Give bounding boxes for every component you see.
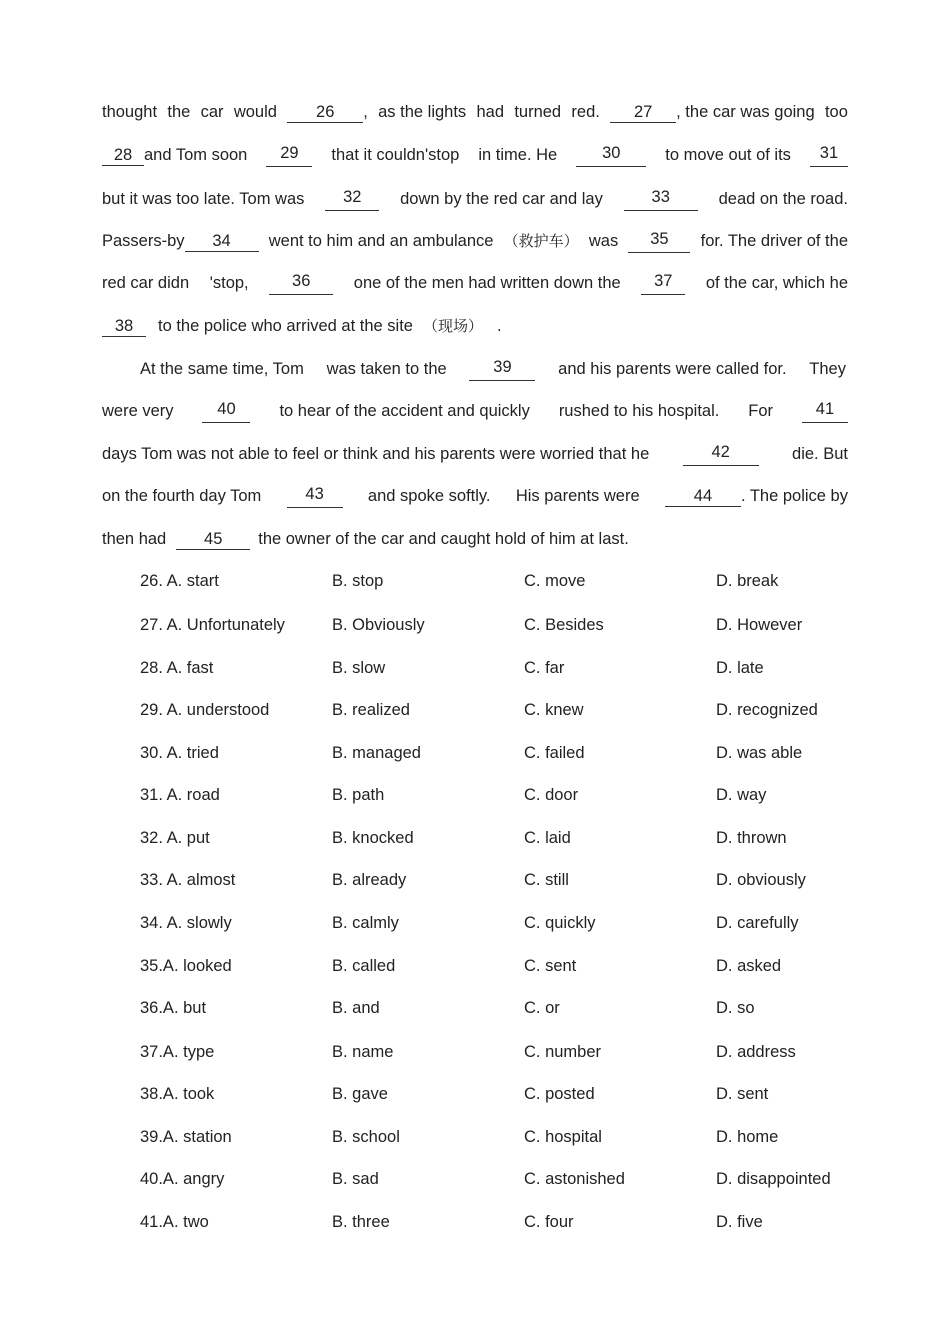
text: His parents were [515, 487, 640, 505]
text: were very [102, 402, 174, 420]
text: that it couldn [331, 146, 425, 164]
text: was taken to the [326, 360, 447, 378]
option-c: C. move [524, 572, 586, 590]
option-c: C. still [524, 871, 569, 889]
option-row-35 [140, 954, 860, 978]
text: but it was too late. Tom was [102, 190, 305, 208]
option-b: B. already [332, 871, 407, 889]
option-c: C. sent [524, 957, 577, 975]
blank-43: 43 [287, 484, 343, 508]
option-d: D. break [716, 572, 779, 590]
option-c: C. laid [524, 829, 571, 847]
option-b: B. calmly [332, 914, 399, 932]
option-row-31 [140, 783, 860, 807]
blank-42: 42 [683, 442, 759, 466]
option-c: C. quickly [524, 914, 596, 932]
text: and Tom soon [144, 146, 248, 164]
text: the [167, 103, 191, 121]
passage-line-11 [102, 527, 848, 551]
option-a: 31. A. road [140, 786, 220, 804]
option-b: B. name [332, 1043, 394, 1061]
text: to hear of the accident and quickly [279, 402, 530, 420]
option-d: D. address [716, 1043, 796, 1061]
option-row-27 [140, 613, 860, 637]
passage-line-1 [102, 100, 848, 124]
text: was [588, 232, 619, 250]
option-row-32 [140, 826, 860, 850]
blank-30: 30 [576, 143, 646, 167]
passage-line-6 [102, 314, 848, 338]
option-c: C. door [524, 786, 579, 804]
option-row-37 [140, 1040, 860, 1064]
text: , [363, 103, 368, 121]
option-row-30 [140, 741, 860, 765]
option-d: D. late [716, 659, 764, 677]
option-a: 32. A. put [140, 829, 210, 847]
text: as the lights [378, 103, 467, 121]
option-b: B. realized [332, 701, 410, 719]
text: in time. He [478, 146, 558, 164]
option-a: 40.A. angry [140, 1170, 225, 1188]
blank-34: 34 [185, 231, 259, 252]
text: and spoke softly. [367, 487, 491, 505]
option-b: B. stop [332, 572, 384, 590]
blank-45: 45 [176, 529, 250, 550]
option-c: C. far [524, 659, 565, 677]
text: one of the men had written down the [353, 274, 621, 292]
blank-40: 40 [202, 399, 250, 423]
text: to the police who arrived at the site [158, 317, 413, 335]
option-a: 30. A. tried [140, 744, 219, 762]
text: ' [209, 274, 213, 292]
option-c: C. knew [524, 701, 584, 719]
option-c: C. number [524, 1043, 602, 1061]
text: red car didn [102, 274, 190, 292]
option-b: B. school [332, 1128, 400, 1146]
text: stop [428, 146, 460, 164]
option-c: C. hospital [524, 1128, 602, 1146]
text: car [200, 103, 224, 121]
option-row-26 [140, 569, 860, 593]
blank-29: 29 [266, 143, 312, 167]
blank-41: 41 [802, 399, 848, 423]
text: At the same time, Tom [140, 360, 304, 378]
option-d: D. way [716, 786, 767, 804]
text: for. The driver of the [700, 232, 848, 250]
option-a: 39.A. station [140, 1128, 232, 1146]
text: red. [571, 103, 600, 121]
option-row-38 [140, 1082, 860, 1106]
option-d: D. sent [716, 1085, 769, 1103]
text: . [497, 317, 502, 335]
text: Passers-by [102, 232, 185, 250]
option-b: B. called [332, 957, 396, 975]
passage-line-2 [102, 143, 848, 167]
passage-line-9 [102, 442, 848, 466]
option-a: 27. A. Unfortunately [140, 616, 285, 634]
option-a: 36.A. but [140, 999, 207, 1017]
passage-line-7 [140, 357, 846, 381]
option-b: B. three [332, 1213, 390, 1231]
option-d: D. five [716, 1213, 763, 1231]
text: days Tom was not able to feel or think and his parents were worried that he [102, 445, 650, 463]
option-a: 29. A. understood [140, 701, 270, 719]
text: would [233, 103, 277, 121]
option-b: B. sad [332, 1170, 379, 1188]
option-c: C. failed [524, 744, 585, 762]
passage-line-10 [102, 484, 848, 508]
option-a: 35.A. looked [140, 957, 232, 975]
text: thought [102, 103, 158, 121]
option-a: 33. A. almost [140, 871, 236, 889]
blank-31: 31 [810, 143, 848, 167]
option-a: 37.A. type [140, 1043, 215, 1061]
text: turned [514, 103, 562, 121]
option-d: D. carefully [716, 914, 799, 932]
option-b: B. gave [332, 1085, 388, 1103]
option-b: B. slow [332, 659, 386, 677]
text: die. But [792, 445, 848, 463]
blank-32: 32 [325, 187, 379, 211]
option-b: B. Obviously [332, 616, 425, 634]
text: had [476, 103, 505, 121]
blank-27: 27 [610, 102, 676, 123]
blank-33: 33 [624, 187, 698, 211]
text: of the car, which he [705, 274, 848, 292]
text: dead on the road. [718, 190, 848, 208]
text: ' [424, 146, 429, 164]
option-row-33 [140, 868, 860, 892]
option-b: B. path [332, 786, 385, 804]
text: . The police by [740, 487, 848, 505]
text: rushed to his hospital. [558, 402, 720, 420]
text: down by the red car and lay [400, 190, 603, 208]
option-row-29 [140, 698, 860, 722]
text: （现场） [422, 317, 483, 335]
blank-26: 26 [287, 102, 363, 123]
option-d: D. However [716, 616, 803, 634]
blank-37: 37 [641, 271, 685, 295]
option-d: D. so [716, 999, 755, 1017]
text: stop, [212, 274, 249, 292]
option-d: D. asked [716, 957, 782, 975]
text: to move out of its [665, 146, 791, 164]
passage-line-3 [102, 187, 848, 211]
blank-44: 44 [665, 486, 741, 507]
option-row-36 [140, 996, 860, 1020]
option-row-41 [140, 1210, 860, 1234]
option-a: 38.A. took [140, 1085, 215, 1103]
option-d: D. disappointed [716, 1170, 831, 1188]
option-d: D. recognized [716, 701, 818, 719]
text: , the car was going [676, 103, 815, 121]
option-c: C. or [524, 999, 560, 1017]
text: then had [102, 530, 167, 548]
text: on the fourth day Tom [102, 487, 262, 505]
text: They [809, 360, 846, 378]
text: too [824, 103, 848, 121]
blank-38: 38 [102, 316, 146, 337]
passage-line-4 [102, 229, 848, 253]
blank-35: 35 [628, 229, 690, 253]
blank-36: 36 [269, 271, 333, 295]
text: For [748, 402, 774, 420]
option-b: B. managed [332, 744, 421, 762]
option-a: 41.A. two [140, 1213, 209, 1231]
text: went to him and an ambulance [268, 232, 494, 250]
option-a: 28. A. fast [140, 659, 214, 677]
passage-line-8 [102, 399, 848, 423]
option-d: D. obviously [716, 871, 806, 889]
option-b: B. and [332, 999, 380, 1017]
option-c: C. astonished [524, 1170, 625, 1188]
text: the owner of the car and caught hold of him at last. [258, 530, 629, 548]
option-d: D. home [716, 1128, 779, 1146]
blank-39: 39 [469, 357, 535, 381]
option-c: C. posted [524, 1085, 595, 1103]
option-a: 34. A. slowly [140, 914, 232, 932]
option-c: C. four [524, 1213, 574, 1231]
option-d: D. thrown [716, 829, 787, 847]
option-d: D. was able [716, 744, 803, 762]
text: （救护车） [503, 232, 579, 250]
option-row-39 [140, 1125, 860, 1149]
option-c: C. Besides [524, 616, 604, 634]
text: and his parents were called for. [558, 360, 787, 378]
passage-line-5 [102, 271, 848, 295]
option-b: B. knocked [332, 829, 414, 847]
option-a: 26. A. start [140, 572, 219, 590]
option-row-28 [140, 656, 860, 680]
blank-28: 28 [102, 145, 144, 166]
option-row-34 [140, 911, 860, 935]
option-row-40 [140, 1167, 860, 1191]
